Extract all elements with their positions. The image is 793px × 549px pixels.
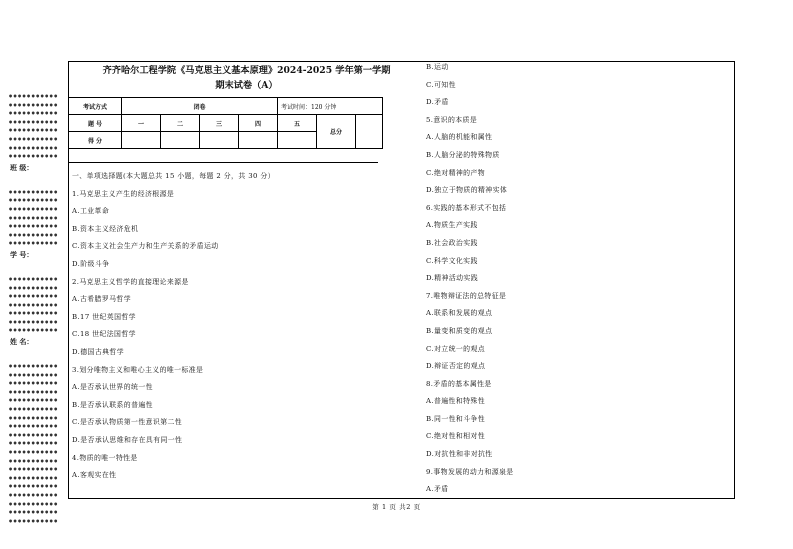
dotted-cut-line: ••••••••••• — [8, 362, 58, 371]
dotted-cut-line: ••••••••••• — [8, 405, 58, 414]
question-no-3: 三 — [200, 115, 239, 132]
exam-mode-label: 考试方式 — [69, 98, 122, 115]
dotted-cut-line: ••••••••••• — [8, 230, 58, 240]
question-stem: 6.实践的基本形式不包括 — [426, 203, 507, 212]
answer-option: A.工业革命 — [72, 207, 110, 216]
dotted-cut-line: ••••••••••• — [8, 490, 58, 500]
answer-option: D.精神活动实践 — [426, 274, 479, 283]
left-question-area — [72, 168, 382, 485]
binding-field-label: 班 级： — [10, 162, 34, 172]
binding-field-label: 学 号： — [10, 249, 34, 259]
answer-option: A.普遍性和特殊性 — [426, 397, 486, 406]
dotted-cut-line: ••••••••••• — [8, 516, 58, 526]
dotted-cut-line: ••••••••••• — [8, 499, 58, 509]
answer-option: B.是否承认联系的普遍性 — [72, 400, 153, 409]
score-cell-1 — [122, 132, 161, 149]
dotted-cut-line: ••••••••••• — [8, 292, 58, 301]
question-no-2: 二 — [161, 115, 200, 132]
answer-option: C.对立统一的观点 — [426, 344, 486, 353]
answer-option: A.古希腊罗马哲学 — [72, 295, 132, 304]
dotted-cut-line: ••••••••••• — [8, 300, 58, 310]
dotted-cut-line: ••••••••••• — [8, 196, 58, 205]
binding-margin — [8, 92, 60, 525]
dotted-cut-line: ••••••••••• — [8, 274, 58, 284]
dotted-cut-line: ••••••••••• — [8, 473, 58, 483]
dotted-cut-line: ••••••••••• — [8, 456, 58, 466]
exam-time: 考试时间：120 分钟 — [278, 98, 383, 115]
question-no-5: 五 — [278, 115, 317, 132]
answer-option: D.辩证否定的观点 — [426, 362, 486, 371]
answer-option: D.是否承认思维和存在具有同一性 — [72, 435, 183, 444]
dotted-cut-line: ••••••••••• — [8, 283, 58, 293]
answer-option: C.科学文化实践 — [426, 256, 478, 265]
dotted-cut-line: ••••••••••• — [8, 239, 58, 248]
dotted-cut-line: ••••••••••• — [8, 100, 58, 110]
divider-line — [69, 162, 378, 163]
dotted-cut-line: ••••••••••• — [8, 143, 58, 153]
dotted-cut-line: ••••••••••• — [8, 204, 58, 214]
dotted-cut-line: ••••••••••• — [8, 222, 58, 231]
dotted-cut-line: ••••••••••• — [8, 448, 58, 457]
binding-gap — [8, 175, 60, 188]
total-score-cell — [356, 115, 383, 149]
score-cell-3 — [200, 132, 239, 149]
exam-info-table — [68, 97, 383, 149]
binding-gap — [8, 349, 60, 362]
answer-option: D.独立于物质的精神实体 — [426, 186, 508, 195]
binding-gap — [8, 262, 60, 275]
binding-field-label: 姓 名： — [10, 337, 34, 347]
dotted-cut-line: ••••••••••• — [8, 465, 58, 474]
answer-option: C.可知性 — [426, 80, 456, 89]
answer-option: A.物质生产实践 — [426, 221, 478, 230]
question-stem: 3.划分唯物主义和唯心主义的唯一标准是 — [72, 365, 204, 374]
answer-option: D.对抗性和非对抗性 — [426, 450, 493, 459]
answer-option: A.矛盾 — [426, 485, 449, 494]
question-stem: 1.马克思主义产生的经济根源是 — [72, 189, 175, 198]
question-stem: 9.事物发展的动力和源泉是 — [426, 467, 514, 476]
question-no-4: 四 — [239, 115, 278, 132]
question-stem: 2.马克思主义哲学的直接理论来源是 — [72, 277, 189, 286]
dotted-cut-line: ••••••••••• — [8, 396, 58, 406]
answer-option: A.客观实在性 — [72, 471, 117, 480]
dotted-cut-line: ••••••••••• — [8, 482, 58, 491]
answer-option: C.绝对精神的产物 — [426, 168, 486, 177]
section-heading: 一、单项选择题(本大题总共 15 小题，每题 2 分，共 30 分） — [72, 172, 275, 180]
question-stem: 4.物质的唯一特性是 — [72, 453, 138, 462]
question-stem: 5.意识的本质是 — [426, 115, 478, 124]
exam-title — [69, 63, 424, 93]
exam-page-frame — [68, 61, 735, 499]
answer-option: C.资本主义社会生产力和生产关系的矛盾运动 — [72, 242, 219, 251]
answer-option: A.人脑的机能和属性 — [426, 133, 493, 142]
answer-option: D.矛盾 — [426, 98, 449, 107]
dotted-cut-line: ••••••••••• — [8, 134, 58, 144]
exam-title-line2: 期末试卷（A） — [215, 80, 278, 91]
question-stem: 8.矛盾的基本属性是 — [426, 379, 492, 388]
dotted-cut-line: ••••••••••• — [8, 152, 58, 161]
exam-title-line1: 齐齐哈尔工程学院《马克思主义基本原理》2024-2025 学年第一学期 — [102, 65, 391, 76]
answer-option: B.17 世纪英国哲学 — [72, 312, 136, 321]
dotted-cut-line: ••••••••••• — [8, 126, 58, 135]
answer-option: B.同一性和斗争性 — [426, 414, 486, 423]
score-cell-4 — [239, 132, 278, 149]
exam-mode-value: 闭卷 — [122, 98, 278, 115]
score-cell-2 — [161, 132, 200, 149]
answer-option: A.联系和发展的观点 — [426, 309, 493, 318]
dotted-cut-line: ••••••••••• — [8, 187, 58, 197]
total-label: 总分 — [317, 115, 356, 149]
dotted-cut-line: ••••••••••• — [8, 387, 58, 397]
answer-option: D.阶级斗争 — [72, 259, 110, 268]
dotted-cut-line: ••••••••••• — [8, 92, 58, 101]
left-column — [69, 62, 391, 498]
dotted-cut-line: ••••••••••• — [8, 422, 58, 431]
answer-option: C.是否承认物质第一性意识第二性 — [72, 418, 183, 427]
question-no-label: 题 号 — [69, 115, 122, 132]
score-cell-5 — [278, 132, 317, 149]
dotted-cut-line: ••••••••••• — [8, 117, 58, 127]
answer-option: B.社会政治实践 — [426, 238, 478, 247]
dotted-cut-line: ••••••••••• — [8, 109, 58, 118]
dotted-cut-line: ••••••••••• — [8, 213, 58, 223]
score-label: 得 分 — [69, 132, 122, 149]
dotted-cut-line: ••••••••••• — [8, 370, 58, 380]
dotted-cut-line: ••••••••••• — [8, 317, 58, 327]
answer-option: B.运动 — [426, 63, 449, 71]
dotted-cut-line: ••••••••••• — [8, 413, 58, 423]
dotted-cut-line: ••••••••••• — [8, 379, 58, 388]
answer-option: C.绝对性和相对性 — [426, 432, 486, 441]
answer-option: D.德国古典哲学 — [72, 347, 125, 356]
right-column — [426, 59, 726, 499]
dotted-cut-line: ••••••••••• — [8, 508, 58, 517]
dotted-cut-line: ••••••••••• — [8, 439, 58, 448]
answer-option: B.资本主义经济危机 — [72, 224, 139, 233]
dotted-cut-line: ••••••••••• — [8, 309, 58, 318]
question-stem: 7.唯物辩证法的总特征是 — [426, 291, 507, 300]
dotted-cut-line: ••••••••••• — [8, 430, 58, 440]
answer-option: C.18 世纪法国哲学 — [72, 330, 136, 339]
answer-option: A.是否承认世界的统一性 — [72, 383, 153, 392]
question-no-1: 一 — [122, 115, 161, 132]
answer-option: B.人脑分泌的特殊物质 — [426, 150, 500, 159]
page-number: 第 1 页 共2 页 — [372, 503, 421, 511]
answer-option: B.量变和质变的观点 — [426, 326, 493, 335]
dotted-cut-line: ••••••••••• — [8, 326, 58, 336]
